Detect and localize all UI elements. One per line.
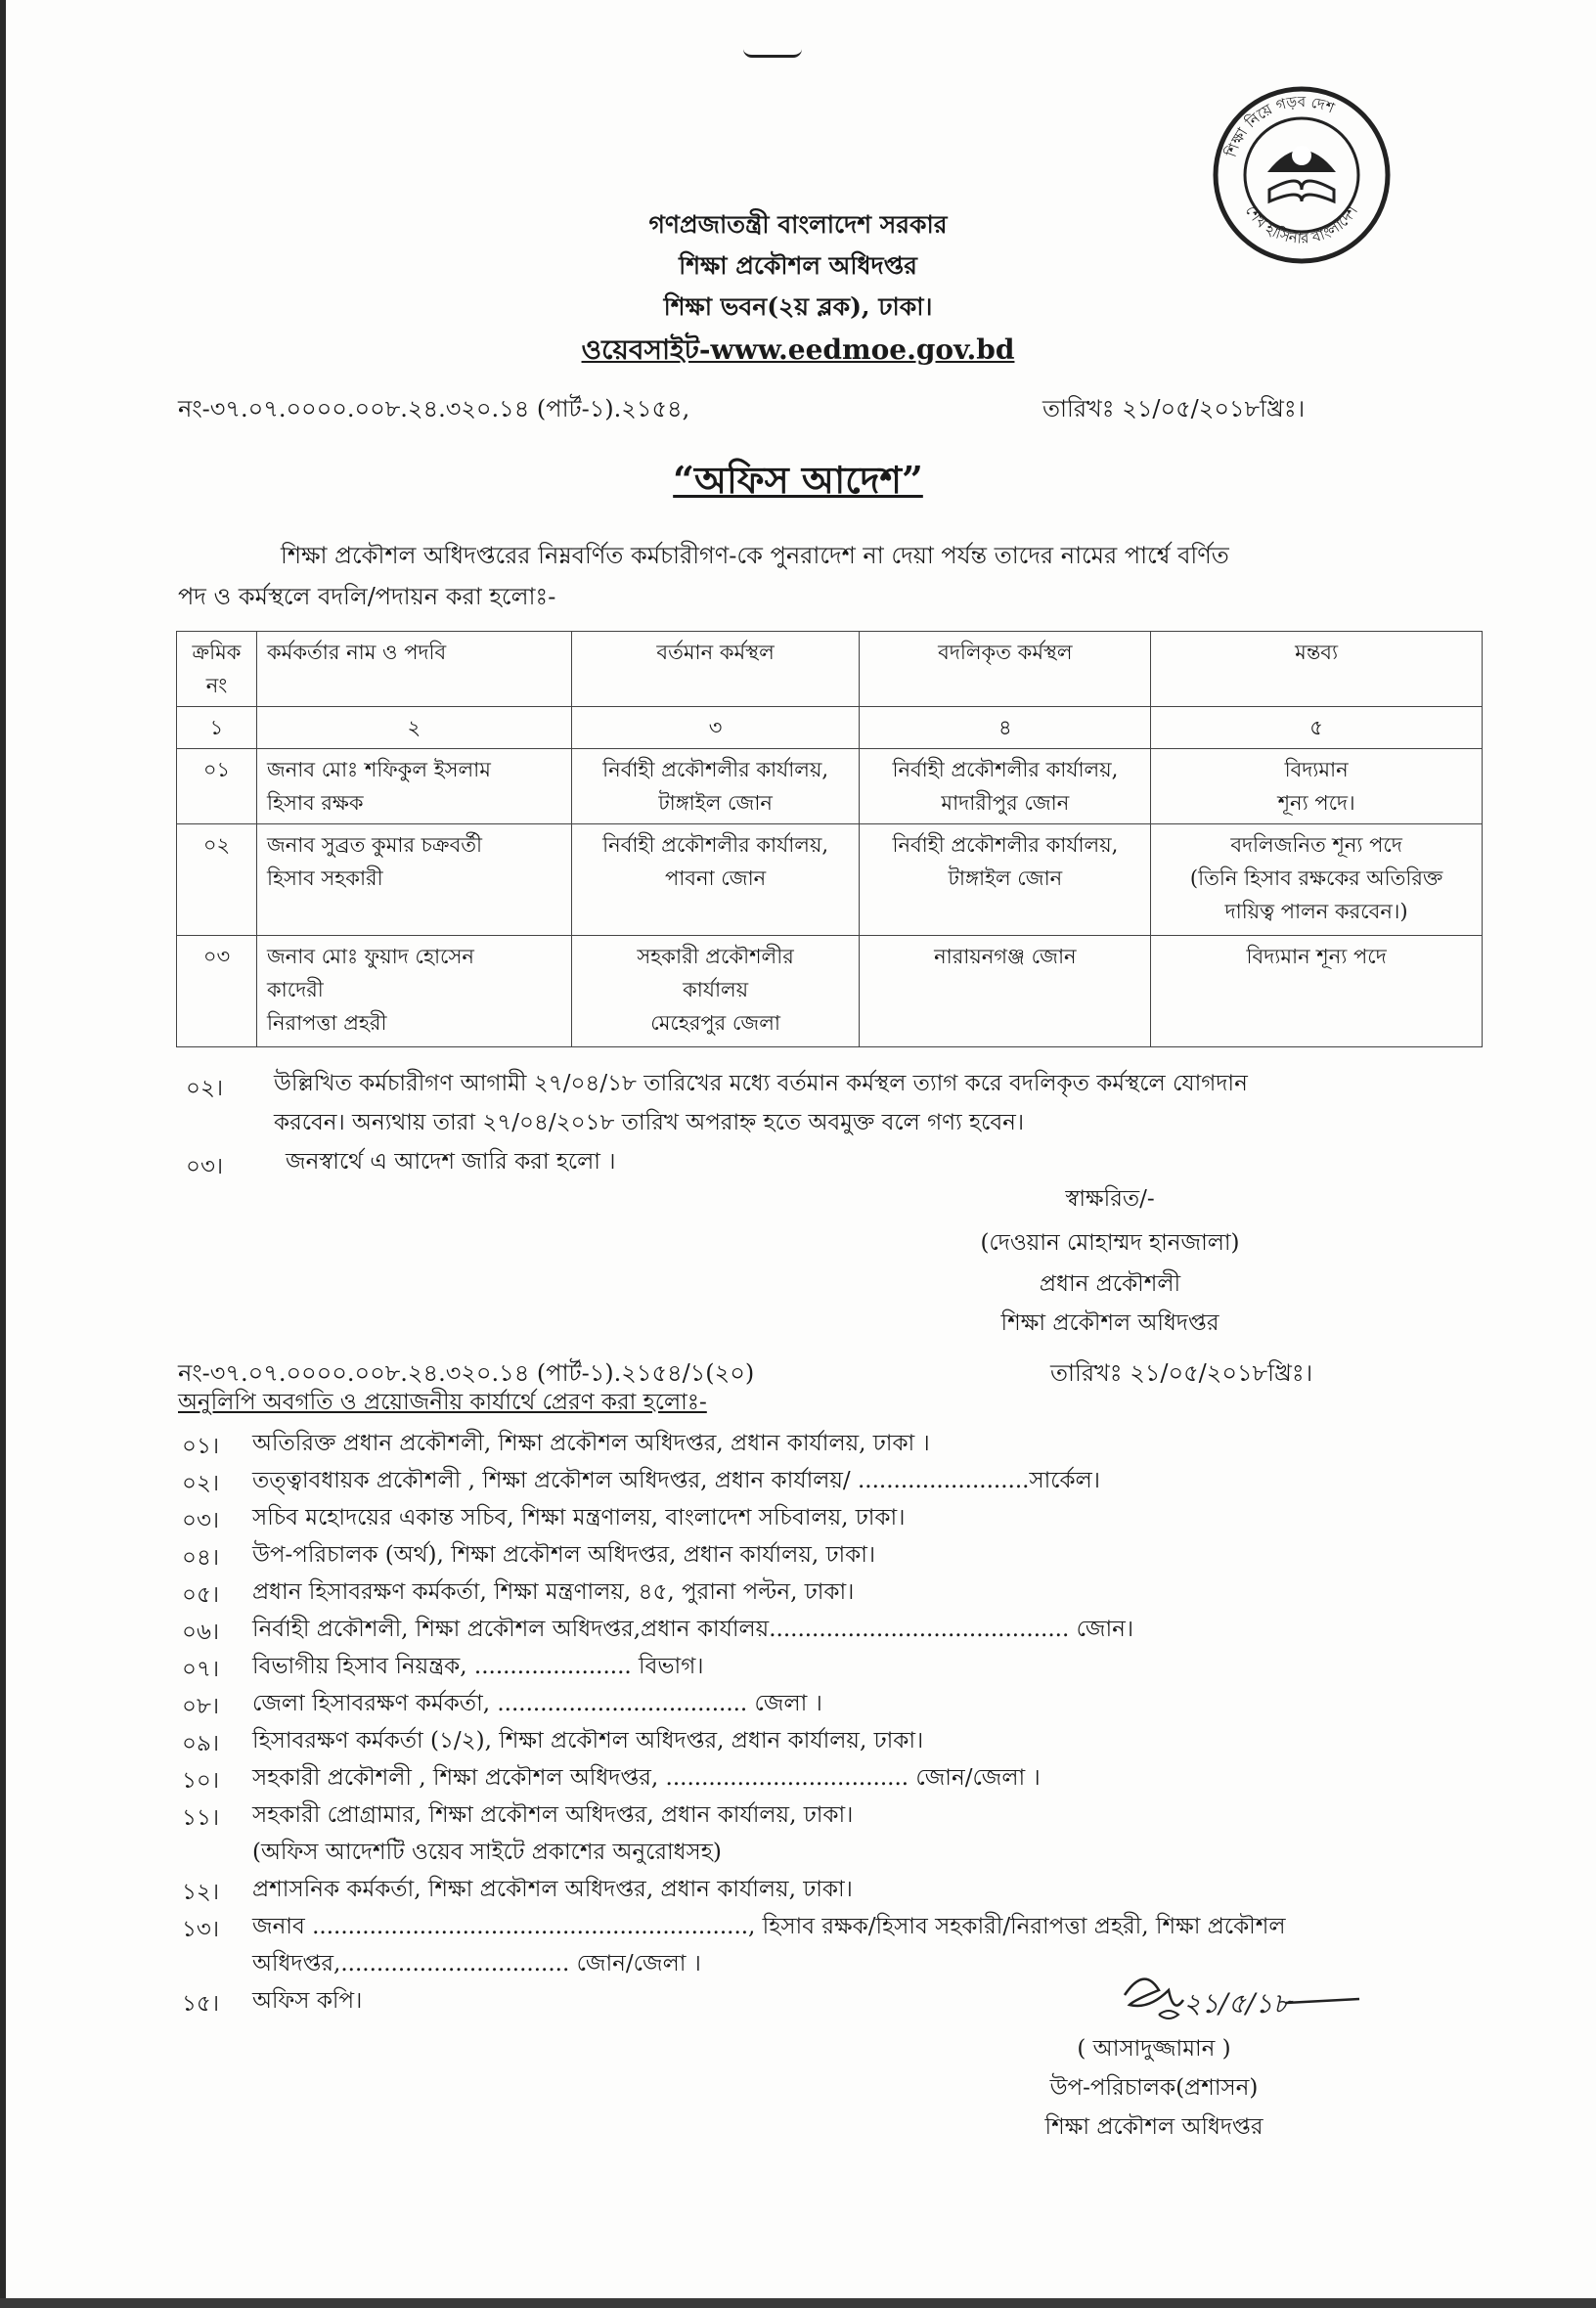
current-office: মেহেরপুর জেলা (650, 1011, 780, 1035)
table-header: ক্রমিক নং (177, 632, 257, 707)
current-office: সহকারী প্রকৌশলীর (637, 945, 794, 968)
copy-item-text: হিসাবরক্ষণ কর্মকর্তা (১/২), শিক্ষা প্রকৌশল অধিদপ্তর, প্রধান কার্যালয়, ঢাকা। (252, 1728, 924, 1753)
row-serial: ০১ (177, 749, 257, 824)
copy-item-text: জনাব ............................................................., হিসাব রক্ষক/হিসাব সহকারী/নিরাপত্তা প্রহরী, শিক্ষা প্রকৌশল (252, 1914, 1286, 1939)
employee-name: জনাব মোঃ শফিকুল ইসলাম (266, 758, 491, 781)
copy-item-number: ০৩। (182, 1508, 220, 1533)
note-number: ০৩। (186, 1154, 224, 1179)
memo-intro-line1: শিক্ষা প্রকৌশল অধিদপ্তরের নিম্নবর্ণিত কর্মচারীগণ-কে পুনরাদেশ না দেয়া পর্যন্ত তাদের নামের পার্শ্বে বর্ণিত (281, 542, 1229, 569)
signatory-office: শিক্ষা প্রকৌশল অধিদপ্তর (1000, 1310, 1219, 1336)
remarks: দায়িত্ব পালন করবেন।) (1224, 900, 1408, 923)
header-department: শিক্ষা প্রকৌশল অধিদপ্তর (679, 251, 917, 280)
table-header: কর্মকর্তার নাম ও পদবি (256, 632, 571, 707)
note-text: জনস্বার্থে এ আদেশ জারি করা হলো । (286, 1149, 616, 1175)
copy-item-number: ০৪। (182, 1545, 220, 1571)
scan-mark (743, 49, 802, 58)
copy-item-number: ১২। (182, 1880, 220, 1905)
row-serial: ০৩ (177, 936, 257, 1047)
note-number: ০২। (186, 1076, 224, 1101)
transferred-office: মাদারীপুর জোন (941, 791, 1070, 815)
scan-edge-bottom (0, 2298, 1596, 2308)
copy-item-text: সচিব মহোদয়ের একান্ত সচিব, শিক্ষা মন্ত্রণালয়, বাংলাদেশ সচিবালয়, ঢাকা। (252, 1505, 906, 1531)
copy-item-text-continued: অধিদপ্তর,................................ জোন/জেলা । (252, 1951, 701, 1976)
copy-item-number: ০১। (182, 1434, 220, 1459)
signatory2-name: ( আসাদুজ্জামান ) (1077, 2036, 1231, 2062)
copy-item-text: তত্ত্বাবধায়ক প্রকৌশলী , শিক্ষা প্রকৌশল অধিদপ্তর, প্রধান কার্যালয়/ ........................সার্কেল। (252, 1468, 1101, 1493)
copy-heading: অনুলিপি অবগতি ও প্রয়োজনীয় কার্যার্থে প্রেরণ করা হলোঃ- (178, 1390, 707, 1415)
copy-item-number: ০৬। (182, 1620, 220, 1645)
remarks: শূন্য পদে। (1277, 791, 1355, 815)
table-header: মন্তব্য (1151, 632, 1483, 707)
signatory-designation: প্রধান প্রকৌশলী (1039, 1271, 1181, 1297)
header-government: গণপ্রজাতন্ত্রী বাংলাদেশ সরকার (648, 210, 948, 239)
memo-intro-line2: পদ ও কর্মস্থলে বদলি/পদায়ন করা হলোঃ- (178, 583, 556, 610)
copy-item-text: জেলা হিসাবরক্ষণ কর্মকর্তা, ................................... জেলা । (252, 1691, 822, 1716)
copy-item-text: সহকারী প্রোগ্রামার, শিক্ষা প্রকৌশল অধিদপ্তর, প্রধান কার্যালয়, ঢাকা। (252, 1802, 854, 1828)
header-address: শিক্ষা ভবন(২য় ব্লক), ঢাকা। (663, 292, 933, 321)
copy-item-text: প্রশাসনিক কর্মকর্তা, শিক্ষা প্রকৌশল অধিদপ্তর, প্রধান কার্যালয়, ঢাকা। (252, 1877, 853, 1902)
copy-item-number: ১৩। (182, 1917, 220, 1942)
transferred-office: নির্বাহী প্রকৌশলীর কার্যালয়, (892, 833, 1119, 857)
transferred-office: নির্বাহী প্রকৌশলীর কার্যালয়, (892, 758, 1119, 781)
signed-mark: স্বাক্ষরিত/- (1065, 1186, 1155, 1212)
current-office: নির্বাহী প্রকৌশলীর কার্যালয়, (602, 833, 828, 857)
transferred-office: নারায়নগঞ্জ জোন (934, 945, 1077, 968)
copy-item-number: ০২। (182, 1471, 220, 1496)
current-office: নির্বাহী প্রকৌশলীর কার্যালয়, (602, 758, 828, 781)
copy-item-text: বিভাগীয় হিসাব নিয়ন্ত্রক, ...................... বিভাগ। (252, 1654, 704, 1679)
table-header: বদলিকৃত কর্মস্থল (860, 632, 1151, 707)
copy-item-text-continued: (অফিস আদেশটি ওয়েব সাইটে প্রকাশের অনুরোধসহ) (252, 1840, 722, 1865)
employee-name: কাদেরী (266, 978, 324, 1001)
current-office: টাঙ্গাইল জোন (658, 791, 773, 815)
memo-ref-number: নং-৩৭.০৭.০০০০.০০৮.২৪.৩২০.১৪ (পার্ট-১).২১৫৪, (178, 395, 690, 422)
note-text: করবেন। অন্যথায় তারা ২৭/০৪/২০১৮ তারিখ অপরাহ্ন হতে অবমুক্ত বলে গণ্য হবেন। (274, 1110, 1025, 1135)
copy-item-text: সহকারী প্রকৌশলী , শিক্ষা প্রকৌশল অধিদপ্তর, .................................. জোন/জেলা । (252, 1765, 1041, 1791)
note-text: উল্লিখিত কর্মচারীগণ আগামী ২৭/০৪/১৮ তারিখের মধ্যে বর্তমান কর্মস্থল ত্যাগ করে বদলিকৃত কর্মস্থলে যোগদান (274, 1071, 1248, 1096)
seal-bottom-text: শেখ হাসিনার বাংলাদেশ (1241, 201, 1362, 247)
copy-item-text: উপ-পরিচালক (অর্থ), শিক্ষা প্রকৌশল অধিদপ্তর, প্রধান কার্যালয়, ঢাকা। (252, 1542, 876, 1568)
copy-item-number: ০৫। (182, 1582, 220, 1608)
current-office: কার্যালয় (683, 978, 749, 1001)
copy-item-text: অতিরিক্ত প্রধান প্রকৌশলী, শিক্ষা প্রকৌশল অধিদপ্তর, প্রধান কার্যালয়, ঢাকা । (252, 1431, 930, 1456)
table-row (177, 749, 1483, 824)
remarks: বিদ্যমান (1284, 758, 1349, 781)
seal-top-text: শিক্ষা নিয়ে গড়ব দেশ (1221, 92, 1338, 159)
header-website: ওয়েবসাইট-www.eedmoe.gov.bd (581, 333, 1015, 366)
copy-item-number: ০৭। (182, 1657, 220, 1682)
copy-item-text: প্রধান হিসাবরক্ষণ কর্মকর্তা, শিক্ষা মন্ত্রণালয়, ৪৫, পুরানা পল্টন, ঢাকা। (252, 1579, 855, 1605)
copy-item-text: নির্বাহী প্রকৌশলী, শিক্ষা প্রকৌশল অধিদপ্তর,প্রধান কার্যালয়.......................................... জোন। (252, 1617, 1134, 1642)
svg-text:শিক্ষা নিয়ে গড়ব দেশ (1221, 93, 1338, 160)
column-number: ৩ (571, 707, 860, 749)
copy-item-number: ১১। (182, 1805, 220, 1831)
copy-date: তারিখঃ ২১/০৫/২০১৮খ্রিঃ। (1050, 1359, 1313, 1387)
employee-post: হিসাব রক্ষক (266, 791, 364, 815)
remarks: (তিনি হিসাব রক্ষকের অতিরিক্ত (1189, 866, 1443, 890)
row-serial: ০২ (177, 824, 257, 936)
table-header: বর্তমান কর্মস্থল (571, 632, 860, 707)
table-row (177, 824, 1483, 936)
column-number: ৫ (1151, 707, 1483, 749)
copy-ref-number: নং-৩৭.০৭.০০০০.০০৮.২৪.৩২০.১৪ (পার্ট-১).২১৫৪/১(২০) (178, 1359, 755, 1387)
copy-item-number: ১০। (182, 1768, 220, 1794)
table-row (177, 936, 1483, 1047)
column-number: ২ (256, 707, 571, 749)
transfer-table (176, 631, 1483, 1047)
signatory2-designation: উপ-পরিচালক(প্রশাসন) (1049, 2075, 1259, 2101)
memo-title: “অফিস আদেশ” (673, 458, 923, 502)
remarks: বিদ্যমান শূন্য পদে (1246, 945, 1387, 968)
copy-item-text: অফিস কপি। (252, 1988, 363, 2014)
remarks: বদলিজনিত শূন্য পদে (1230, 833, 1402, 857)
table-column-number-row (177, 707, 1483, 749)
employee-post: হিসাব সহকারী (266, 866, 383, 890)
table-header-row (177, 632, 1483, 707)
employee-name: জনাব মোঃ ফুয়াদ হোসেন (266, 945, 474, 968)
memo-date: তারিখঃ ২১/০৫/২০১৮খ্রিঃ। (1042, 395, 1306, 422)
transferred-office: টাঙ্গাইল জোন (948, 866, 1063, 890)
signatory2-office: শিক্ষা প্রকৌশল অধিদপ্তর (1044, 2114, 1264, 2140)
signatory-name: (দেওয়ান মোহাম্মদ হানজালা) (980, 1230, 1240, 1256)
column-number: ৪ (860, 707, 1151, 749)
copy-item-number: ০৯। (182, 1731, 220, 1756)
employee-post: নিরাপত্তা প্রহরী (266, 1011, 387, 1035)
column-number: ১ (177, 707, 257, 749)
copy-item-number: ১৫। (182, 1991, 220, 2017)
signature-date: ২১/৫/১৮ (1183, 1987, 1291, 2020)
employee-name: জনাব সুব্রত কুমার চক্রবর্তী (266, 833, 483, 857)
current-office: পাবনা জোন (664, 866, 767, 890)
copy-item-number: ০৮। (182, 1694, 220, 1719)
